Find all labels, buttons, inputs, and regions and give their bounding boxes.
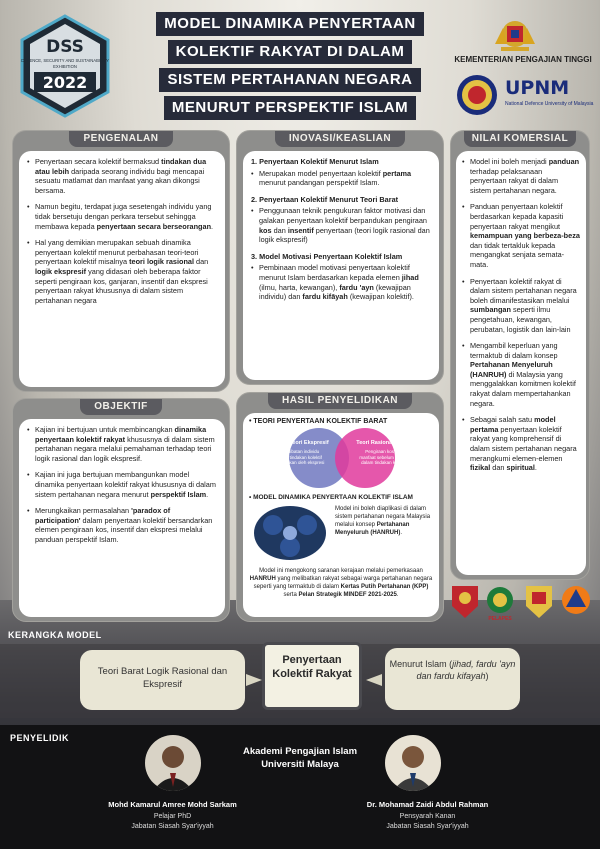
institution-line-2: Universiti Malaya	[261, 759, 339, 770]
pelapes-crest-icon	[487, 587, 513, 613]
nilai-panel	[450, 130, 590, 580]
title-line-1: MODEL DINAMIKA PENYERTAAN	[156, 12, 423, 36]
objektif-card	[19, 419, 225, 617]
kerangka-center-box: Penyertaan Kolektif Rakyat	[262, 642, 362, 710]
institution	[210, 745, 390, 771]
title-line-3: SISTEM PERTAHANAN NEGARA	[159, 68, 420, 92]
nilai-point-1: • Model ini boleh menjadi panduan terhadap pelaksanaan penyertaan rakyat di dalam sistem pertahanan negara.	[462, 157, 580, 195]
upnm-name: UPNM	[505, 77, 570, 99]
ministry-label: KEMENTERIAN PENGAJIAN TINGGI	[454, 55, 592, 64]
kerangka-label: KERANGKA MODEL	[8, 630, 102, 640]
dss-acronym: DSS	[46, 37, 84, 57]
nilai-point-2: • Panduan penyertaan kolektif berdasarkan kepada kapasiti penyertaan rakyat mengikut kemampuan yang berbeza-beza dan tidak tertakluk kepada mengangkat senjata semata-mata.	[462, 202, 580, 269]
inovasi-section-1-body: • Merupakan model penyertaan kolektif pertama menurut pandangan perspektif Islam.	[251, 169, 431, 188]
researcher-2-role: Pensyarah Kanan	[399, 813, 456, 820]
hasil-western-theory-title: • TEORI PENYERTAAN KOLEKTIF BARAT	[249, 418, 388, 425]
researcher-2-name: Dr. Mohamad Zaidi Abdul Rahman	[366, 800, 489, 809]
hasil-side-note: Model ini boleh diaplikasi di dalam sistem pertahanan negara Malaysia melalui konsep Pertahanan Menyeluruh (HANRUH).	[335, 506, 431, 536]
nilai-point-4: • Mengambil keperluan yang termaktub di dalam konsep Pertahanan Menyeluruh (HANRUH) di Malaysia yang menggalakkan komitmen kolektif rakyat dalam mempertahankan negara.	[462, 341, 580, 408]
venn-left-body: Penglibatan individu dalam tindakan kolektif disebabkan oleh ekspresi	[273, 449, 325, 465]
kerangka-right-box: Menurut Islam (jihad, fardu 'ayn dan fardu kifayah)	[385, 648, 520, 710]
agency-emblems	[448, 582, 596, 622]
arrow-right-icon	[244, 670, 264, 690]
arrow-left-icon	[364, 670, 384, 690]
inovasi-section-2-title: 2. Penyertaan Kolektif Menurut Teori Barat	[251, 194, 399, 204]
dss-exhibition: EXHIBITION	[53, 64, 77, 69]
hasil-heading: HASIL PENYELIDIKAN	[268, 393, 412, 409]
pengenalan-point-2: • Namun begitu, terdapat juga sesetengah individu yang tidak bersetuju dengan perkara tersebut sehingga membawa kepada penyertaan secara berseorangan.	[27, 202, 217, 231]
upnm-subtitle: National Defence University of Malaysia	[505, 101, 594, 107]
upnm-logo	[455, 73, 595, 123]
objektif-panel	[12, 398, 230, 622]
objektif-heading: OBJEKTIF	[80, 399, 161, 415]
avatar-researcher-1	[145, 735, 201, 791]
civil-defence-crest-icon	[562, 586, 590, 614]
objektif-point-2: • Kajian ini juga bertujuan membangunkan model dinamika penyertaan kolektif rakyat khususnya di dalam sistem pertahanan negara menurut perspektif Islam.	[27, 470, 217, 499]
inovasi-section-3-title: 3. Model Motivasi Penyertaan Kolektif Islam	[251, 251, 403, 261]
inovasi-section-1-title: 1. Penyertaan Kolektif Menurut Islam	[251, 157, 379, 166]
header	[0, 0, 600, 125]
dss-year: 2022	[42, 73, 88, 92]
nilai-point-3: • Penyertaan kolektif rakyat di dalam sistem pertahanan negara boleh dimanifestasikan melalui sumbangan seperti ilmu pengetahuan, kewangan, perubatan, logistik dan lain-lain	[462, 277, 580, 335]
avatar-researcher-2	[385, 735, 441, 791]
institution-line-1: Akademi Pengajian Islam	[242, 746, 358, 757]
penyelidik-label: PENYELIDIK	[10, 733, 70, 743]
researcher-1-dept: Jabatan Siasah Syar'iyyah	[131, 823, 214, 830]
pengenalan-panel	[12, 130, 230, 392]
pengenalan-point-1: • Penyertaan secara kolektif bermaksud tindakan dua atau lebih daripada seorang individu bagi mencapai sesuatu matlamat dan manfaat yang akan dikongsi bersama.	[27, 157, 217, 195]
researcher-2-dept: Jabatan Siasah Syar'iyyah	[386, 823, 469, 830]
kerangka-left-box: Teori Barat Logik Rasional dan Ekspresif	[80, 650, 245, 710]
title-line-2: KOLEKTIF RAKYAT DI DALAM	[168, 40, 413, 64]
army-crest-icon	[452, 586, 478, 618]
ministry-crest-icon	[487, 14, 543, 54]
dss-subtitle: DEFENCE, SECURITY AND SUSTAINABILITY	[21, 58, 109, 63]
pengenalan-point-3: • Hal yang demikian merupakan sebuah dinamika penyertaan kolektif menurut perbahasan teori-teori penyertaan kolektif misalnya teori logik rasional dan logik ekspresif yang didasari oleh beberapa faktor seperti pengiraan kos, ganjaran, insentif dan ekspresi penyertaan rakyat khususnya di dalam sistem pertahanan negara	[27, 238, 217, 305]
islam-model-cycle-diagram	[251, 503, 329, 563]
researcher-1-name: Mohd Kamarul Amree Mohd Sarkam	[108, 800, 237, 809]
hasil-card	[243, 413, 439, 617]
poster-title	[130, 10, 450, 120]
hasil-islam-model-title: • MODEL DINAMIKA PENYERTAAN KOLEKTIF ISLAM	[249, 494, 413, 501]
hasil-panel	[236, 392, 444, 622]
objektif-point-3: • Merungkaikan permasalahan 'paradox of participation' dalam penyertaan kolektif bersandarkan elemen pengiraan kos, insentif dan ekspresi melalui panduan perspektif Islam.	[27, 506, 217, 544]
pengenalan-heading: PENGENALAN	[69, 131, 172, 147]
venn-right-title: Teori Rasional	[356, 440, 394, 446]
pengenalan-card	[19, 151, 225, 387]
venn-left-title: Teori Ekspresif	[289, 440, 329, 446]
inovasi-panel	[236, 130, 444, 385]
hasil-body: Model ini mengokong saranan kerajaan melalui pemerkasaan HANRUH yang melibatkan rakyat sebagai warga pertahanan negara seperti yang termaktub di dalam Kertas Putih Pertahanan (KPP) serta Pelan Strategik MINDEF 2021-2025.	[249, 568, 433, 598]
pelapes-caption: PELAPES	[488, 616, 512, 622]
inovasi-section-2-body: • Penggunaan teknik pengukuran faktor motivasi dan galakan penyertaan kolektif berpandukan pengiraan kos dan insentif penyertaan (teori logik rasional dan logik ekspresif)	[251, 206, 431, 244]
venn-right-body: Pengiraan kos dan manfaat sebelum terlibat dalam tindakan kolektif	[359, 449, 409, 465]
title-line-4: MENURUT PERSPEKTIF ISLAM	[164, 96, 416, 120]
upnm-emblem-icon	[455, 73, 499, 117]
nilai-card	[456, 151, 586, 575]
objektif-point-1: • Kajian ini bertujuan untuk membincangkan dinamika penyertaan kolektif rakyat khususnya di dalam sistem pertahanan negara melalui pemahaman terhadap teori logik rasional dan logik ekspresif.	[27, 425, 217, 463]
penyelidik-band	[0, 725, 600, 849]
dss-logo	[20, 14, 110, 118]
inovasi-heading: INOVASI/KEASLIAN	[275, 131, 405, 147]
inovasi-section-3-body: • Pembinaan model motivasi penyertaan kolektif menurut Islam berdasarkan kepada elemen jihad (ilmu, harta, kewangan), fardu 'ayn (kewajipan individu) dan fardu kifāyah (kewajipan kolektif).	[251, 263, 431, 301]
researcher-1-role: Pelajar PhD	[153, 813, 192, 820]
state-crest-icon	[526, 586, 552, 618]
inovasi-card	[243, 151, 439, 380]
nilai-heading: NILAI KOMERSIAL	[464, 131, 576, 147]
nilai-point-5: • Sebagai salah satu model pertama penyertaan kolektif rakyat yang komprehensif di dalam sistem pertahanan negara merangkumi elemen-elemen fizikal dan spiritual.	[462, 415, 580, 473]
